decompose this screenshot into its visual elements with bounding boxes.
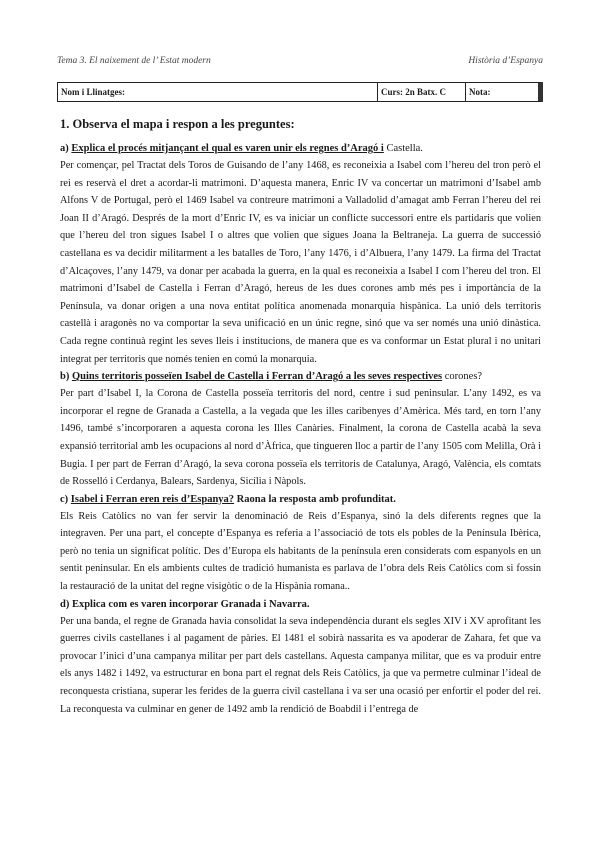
section-title-rest: Castella. bbox=[386, 143, 423, 154]
section-a bbox=[60, 140, 541, 368]
section-title-rest: Explica com es varen incorporar Granada i Navarra. bbox=[71, 598, 310, 610]
section-c bbox=[60, 491, 541, 596]
section-b-title bbox=[60, 368, 541, 385]
section-d bbox=[60, 596, 541, 719]
header-topic: Tema 3. El naixement de l’ Estat modern bbox=[57, 56, 211, 66]
course-cell: Curs: 2n Batx. C bbox=[378, 83, 466, 101]
section-title-rest: corones? bbox=[444, 371, 483, 383]
section-title-underlined: Quins territoris posseïen Isabel de Castella i Ferran d’Aragó a les seves respectives bbox=[71, 371, 443, 383]
section-title-rest: Raona la resposta amb profunditat. bbox=[236, 493, 396, 505]
section-title-underlined: Isabel i Ferran eren reis d’Espanya? bbox=[70, 493, 235, 505]
section-prefix: d) bbox=[60, 598, 70, 610]
question-heading bbox=[60, 117, 295, 132]
section-a-title bbox=[60, 140, 541, 157]
header-subject: Història d’Espanya bbox=[468, 56, 543, 66]
section-c-title bbox=[60, 491, 541, 508]
section-c-body: Els Reis Catòlics no van fer servir la denominació de Reis d’Espanya, sinó la dels diferents regnes que la integraven. Per una part, el concepte d’Espanya es referia a l’associació de tots els pobles de la Península Ibèrica, però no tenia un significat polític. Des d’Europa els habitants de la península eren considerats com espanyols en un sentit peninsular. En els ambients cultes de tradició humanista es parlava de l’obra dels Reis Catòlics com si fossin la restauració de la unitat del regne visigòtic o de la Hispània romana.. bbox=[60, 510, 541, 593]
section-title-underlined: Explica el procés mitjançant el qual es varen unir els regnes d’Aragó i bbox=[71, 143, 384, 154]
question-text: Observa el mapa i respon a les preguntes: bbox=[72, 117, 295, 131]
answers-content bbox=[60, 140, 541, 718]
section-d-body: Per una banda, el regne de Granada havia consolidat la seva independència durant els segles XIV i XV aprofitant les guerres civils castellanes i al pagament de pàries. El 1481 el sobirà nassarita es va apoderar de Zahara, fet que va provocar l’inici d’una campanya militar per part dels castellans. Aquesta campanya militar, que es va produir entre els anys 1482 i 1492, va estructurar en bona part el regnat dels Reis Catòlics, ja que va permetre culminar l’ideal de reconquesta cristiana, superar les ferides de la guerra civil castellana i va ser una ocasió per enfortir el poder del rei. La reconquesta va culminar en gener de 1492 amb la rendició de Boabdil i l’entrega de bbox=[60, 615, 541, 715]
section-prefix: a) bbox=[60, 143, 69, 154]
section-d-title bbox=[60, 596, 541, 613]
grade-cell: Nota: bbox=[469, 87, 491, 97]
section-prefix: c) bbox=[60, 493, 69, 505]
student-info-table bbox=[57, 82, 543, 102]
section-a-body: Per començar, pel Tractat dels Toros de Guisando de l’any 1468, es reconeixia a Isabel com l’hereu del tron però el rei es reservà el dret a acordar-li matrimoni. D’aquesta manera, Enric IV va concertar un matrimoni d’Isabel amb Alfons V de Portugal, però el 1469 Isabel va contreure matrimoni a Valladolid d’amagat amb Ferran l’hereu del rei Joan II d’Aragó. Després de la mort d’Enric IV, es va iniciar un conflicte successori entre els partidaris que volien que l’hereu del tron sigues Isabel I o altres que volien que sigues Joana la Beltraneja. La guerra de successió castellana es va decidir militarment a les batalles de Toro, l’any 1476, i d’Albuera, l’any 1479. La firma del Tractat d’Alcaçoves, l’any 1479, va donar per acabada la guerra, en la qual es reconeixia a Isabel I com l’hereu del tron. El matrimoni d’Isabel de Castella i Ferran d’Aragó, hereus de les dues corones amb més pes i importància de la Península, va donar origen a una nova entitat política anomenada monarquia hispànica. La unió dels territoris castellà i aragonès no va comportar la seva unificació en un únic regne, sinó que va ser només una unió dinàstica. Cada regne continuà regint les seves lleis i institucions, de manera que es va conformar un Estat plural i no unitari integrat per territoris que només tenien en comú la monarquia. bbox=[60, 160, 541, 365]
section-b bbox=[60, 368, 541, 491]
name-cell: Nom i Llinatges: bbox=[58, 83, 378, 101]
section-b-body: Per part d’Isabel I, la Corona de Castella posseïa territoris del nord, centre i sud peninsular. L’any 1492, es va incorporar el regne de Granada a Castella, a la vegada que les illes caribenyes d’Amèrica. Més tard, en torn l’any 1496, també s’incorporaren a aquesta corona les Illes Canàries. Finalment, la corona de Castella acabà la seva expansió territorial amb les ocupacions al nord d’Àfrica, que tingueren lloc a partir de l’any 1505 com Melilla, Orà i Bugia. I per part de Ferran d’Aragó, la seva corona posseïa els territoris de Catalunya, Aragó, València, els comtats de Rosselló i Cerdanya, Balears, Sardenya, Sicília i Nàpols. bbox=[60, 388, 541, 488]
section-prefix: b) bbox=[60, 371, 70, 383]
question-number: 1. bbox=[60, 117, 70, 131]
